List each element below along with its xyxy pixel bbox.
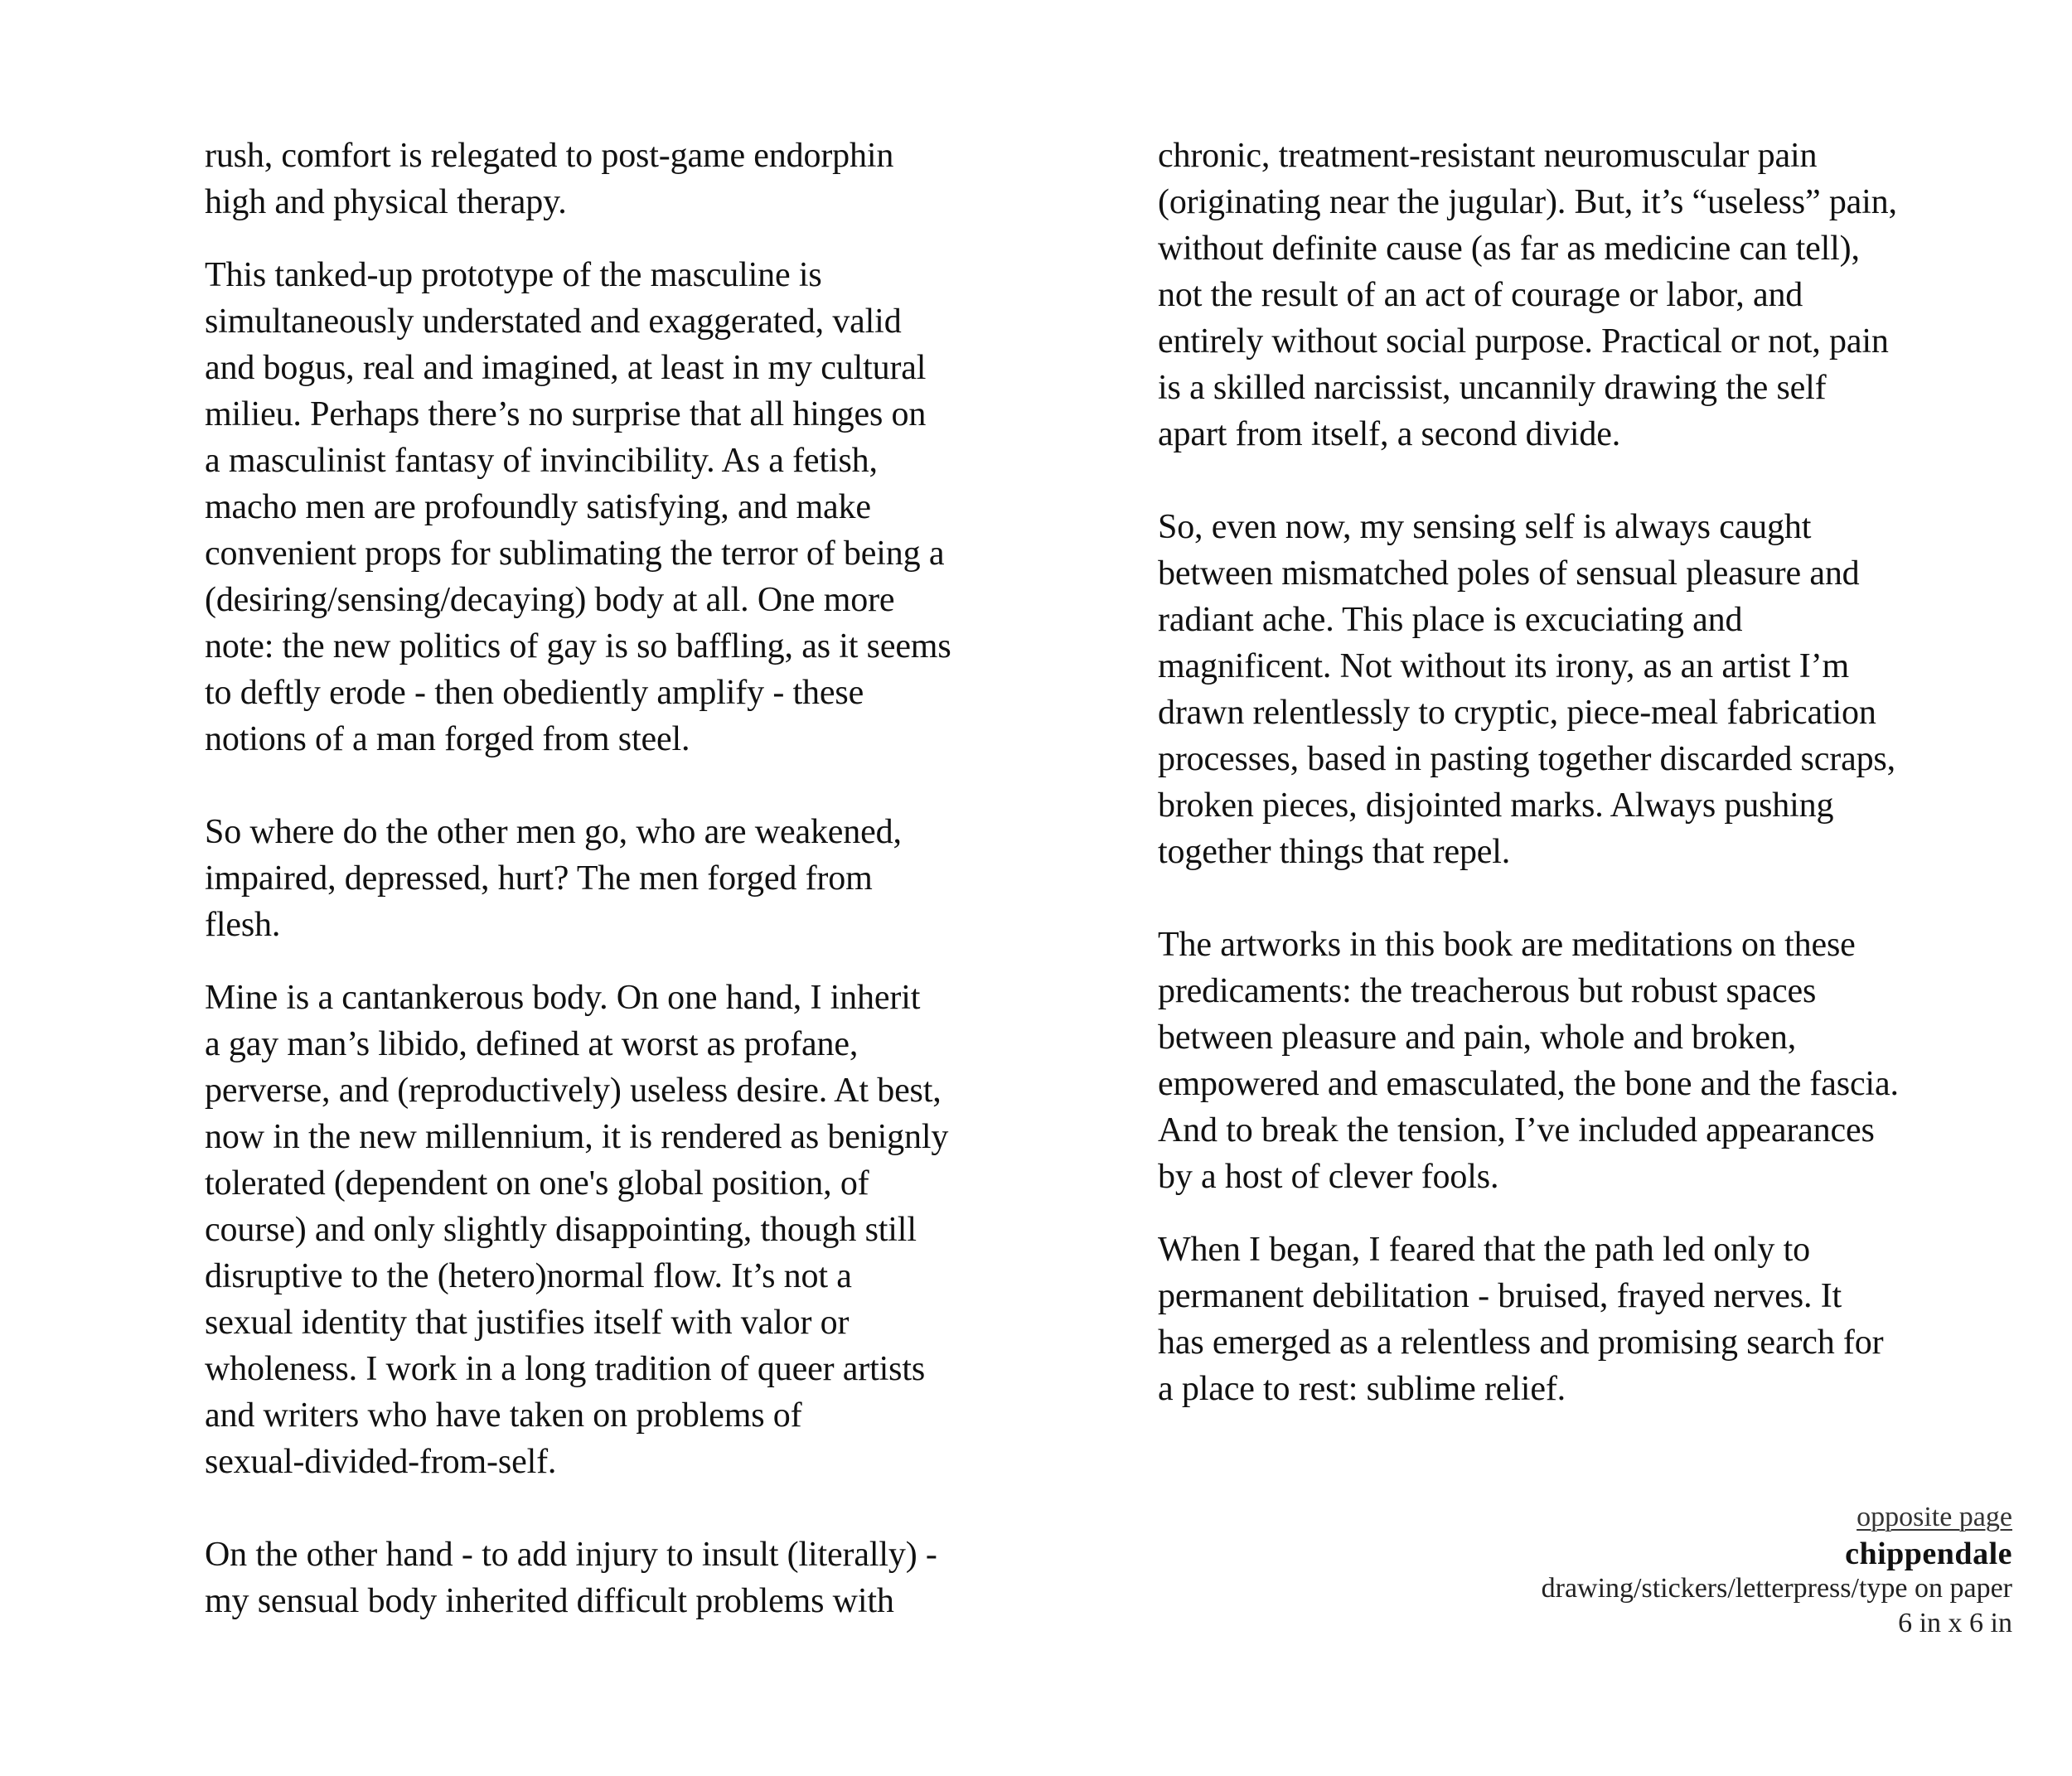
paragraph-spacer xyxy=(205,225,1116,252)
text-line: by a host of clever fools. xyxy=(1158,1158,1499,1196)
text-line: So, even now, my sensing self is always caught xyxy=(1158,508,1812,546)
paragraph xyxy=(1158,922,2070,1200)
text-line: flesh. xyxy=(205,906,281,944)
paragraph xyxy=(1158,504,2070,875)
text-line: So where do the other men go, who are weakened, xyxy=(205,813,902,851)
text-line: apart from itself, a second divide. xyxy=(1158,415,1621,453)
text-line: predicaments: the treacherous but robust spaces xyxy=(1158,972,1817,1010)
text-line: impaired, depressed, hurt? The men forged from xyxy=(205,859,873,898)
text-line: chronic, treatment-resistant neuromuscular pain xyxy=(1158,137,1818,175)
text-line: between mismatched poles of sensual pleasure and xyxy=(1158,554,1860,593)
text-line: entirely without social purpose. Practical or not, pain xyxy=(1158,322,1889,361)
text-line: macho men are profoundly satisfying, and make xyxy=(205,488,871,526)
text-line: convenient props for sublimating the terror of being a xyxy=(205,535,945,573)
text-line: drawn relentlessly to cryptic, piece-meal fabrication xyxy=(1158,694,1876,732)
text-line: sexual identity that justifies itself with valor or xyxy=(205,1304,850,1342)
text-line: (originating near the jugular). But, it’s “useless” pain, xyxy=(1158,183,1897,221)
text-line: my sensual body inherited difficult problems with xyxy=(205,1582,894,1620)
paragraph xyxy=(205,809,1116,948)
paragraph-spacer xyxy=(1158,875,2070,922)
text-line: rush, comfort is relegated to post-game endorphin xyxy=(205,137,894,175)
text-line: When I began, I feared that the path led only to xyxy=(1158,1231,1810,1269)
text-line: radiant ache. This place is excuciating and xyxy=(1158,601,1743,639)
text-line: wholeness. I work in a long tradition of queer artists xyxy=(205,1350,926,1388)
text-line: and bogus, real and imagined, at least in my cultural xyxy=(205,349,927,387)
text-line: now in the new millennium, it is rendered as benignly xyxy=(205,1118,949,1156)
text-line: tolerated (dependent on one's global position, of xyxy=(205,1164,869,1203)
paragraph-spacer xyxy=(205,762,1116,809)
text-line: is a skilled narcissist, uncannily drawing the self xyxy=(1158,369,1827,407)
text-line: high and physical therapy. xyxy=(205,183,567,221)
text-line: between pleasure and pain, whole and broken, xyxy=(1158,1019,1797,1057)
text-line: a masculinist fantasy of invincibility. As a fetish, xyxy=(205,442,878,480)
text-line: not the result of an act of courage or labor, and xyxy=(1158,276,1803,314)
paragraph-spacer xyxy=(205,1485,1116,1532)
text-line: processes, based in pasting together discarded scraps, xyxy=(1158,740,1895,778)
paragraph xyxy=(1158,133,2070,457)
paragraph-spacer xyxy=(1158,457,2070,504)
artwork-dimensions: 6 in x 6 in xyxy=(1898,1608,2012,1638)
text-line: to deftly erode - then obediently amplify - these xyxy=(205,674,864,712)
paragraph xyxy=(205,1532,1116,1624)
right-text-column xyxy=(1158,133,2070,1412)
left-text-column xyxy=(205,133,1116,1624)
text-line: perverse, and (reproductively) useless desire. At best, xyxy=(205,1072,942,1110)
text-line: On the other hand - to add injury to insult (literally) - xyxy=(205,1536,937,1574)
artwork-title: chippendale xyxy=(1845,1536,2012,1571)
text-line: has emerged as a relentless and promising search for xyxy=(1158,1324,1884,1362)
text-line: simultaneously understated and exaggerated, valid xyxy=(205,302,902,341)
text-line: note: the new politics of gay is so baffling, as it seems xyxy=(205,627,951,665)
text-line: and writers who have taken on problems of xyxy=(205,1396,802,1435)
text-line: magnificent. Not without its irony, as an artist I’m xyxy=(1158,647,1849,685)
text-line: without definite cause (as far as medicine can tell), xyxy=(1158,230,1860,268)
paragraph xyxy=(205,252,1116,762)
text-line: permanent debilitation - bruised, frayed nerves. It xyxy=(1158,1277,1842,1315)
artwork-caption xyxy=(1542,1500,2012,1641)
paragraph xyxy=(205,975,1116,1485)
text-line: disruptive to the (hetero)normal flow. It’s not a xyxy=(205,1257,852,1295)
paragraph xyxy=(205,133,1116,225)
artwork-medium: drawing/stickers/letterpress/type on paper xyxy=(1541,1573,2012,1604)
text-line: sexual-divided-from-self. xyxy=(205,1443,557,1481)
paragraph-spacer xyxy=(205,948,1116,975)
text-line: a gay man’s libido, defined at worst as profane, xyxy=(205,1025,859,1063)
paragraph-spacer xyxy=(1158,1200,2070,1227)
text-line: Mine is a cantankerous body. On one hand, I inherit xyxy=(205,979,921,1017)
text-line: empowered and emasculated, the bone and the fascia. xyxy=(1158,1065,1899,1103)
caption-label: opposite page xyxy=(1857,1502,2012,1532)
text-line: notions of a man forged from steel. xyxy=(205,720,690,758)
text-line: (desiring/sensing/decaying) body at all. One more xyxy=(205,581,895,619)
text-line: The artworks in this book are meditations on these xyxy=(1158,926,1856,964)
text-line: together things that repel. xyxy=(1158,833,1511,871)
text-line: course) and only slightly disappointing, though still xyxy=(205,1211,917,1249)
text-line: And to break the tension, I’ve included appearances xyxy=(1158,1111,1875,1149)
text-line: This tanked-up prototype of the masculine is xyxy=(205,256,822,294)
text-line: milieu. Perhaps there’s no surprise that all hinges on xyxy=(205,395,927,433)
paragraph xyxy=(1158,1227,2070,1412)
text-line: a place to rest: sublime relief. xyxy=(1158,1370,1566,1408)
text-line: broken pieces, disjointed marks. Always pushing xyxy=(1158,786,1834,825)
